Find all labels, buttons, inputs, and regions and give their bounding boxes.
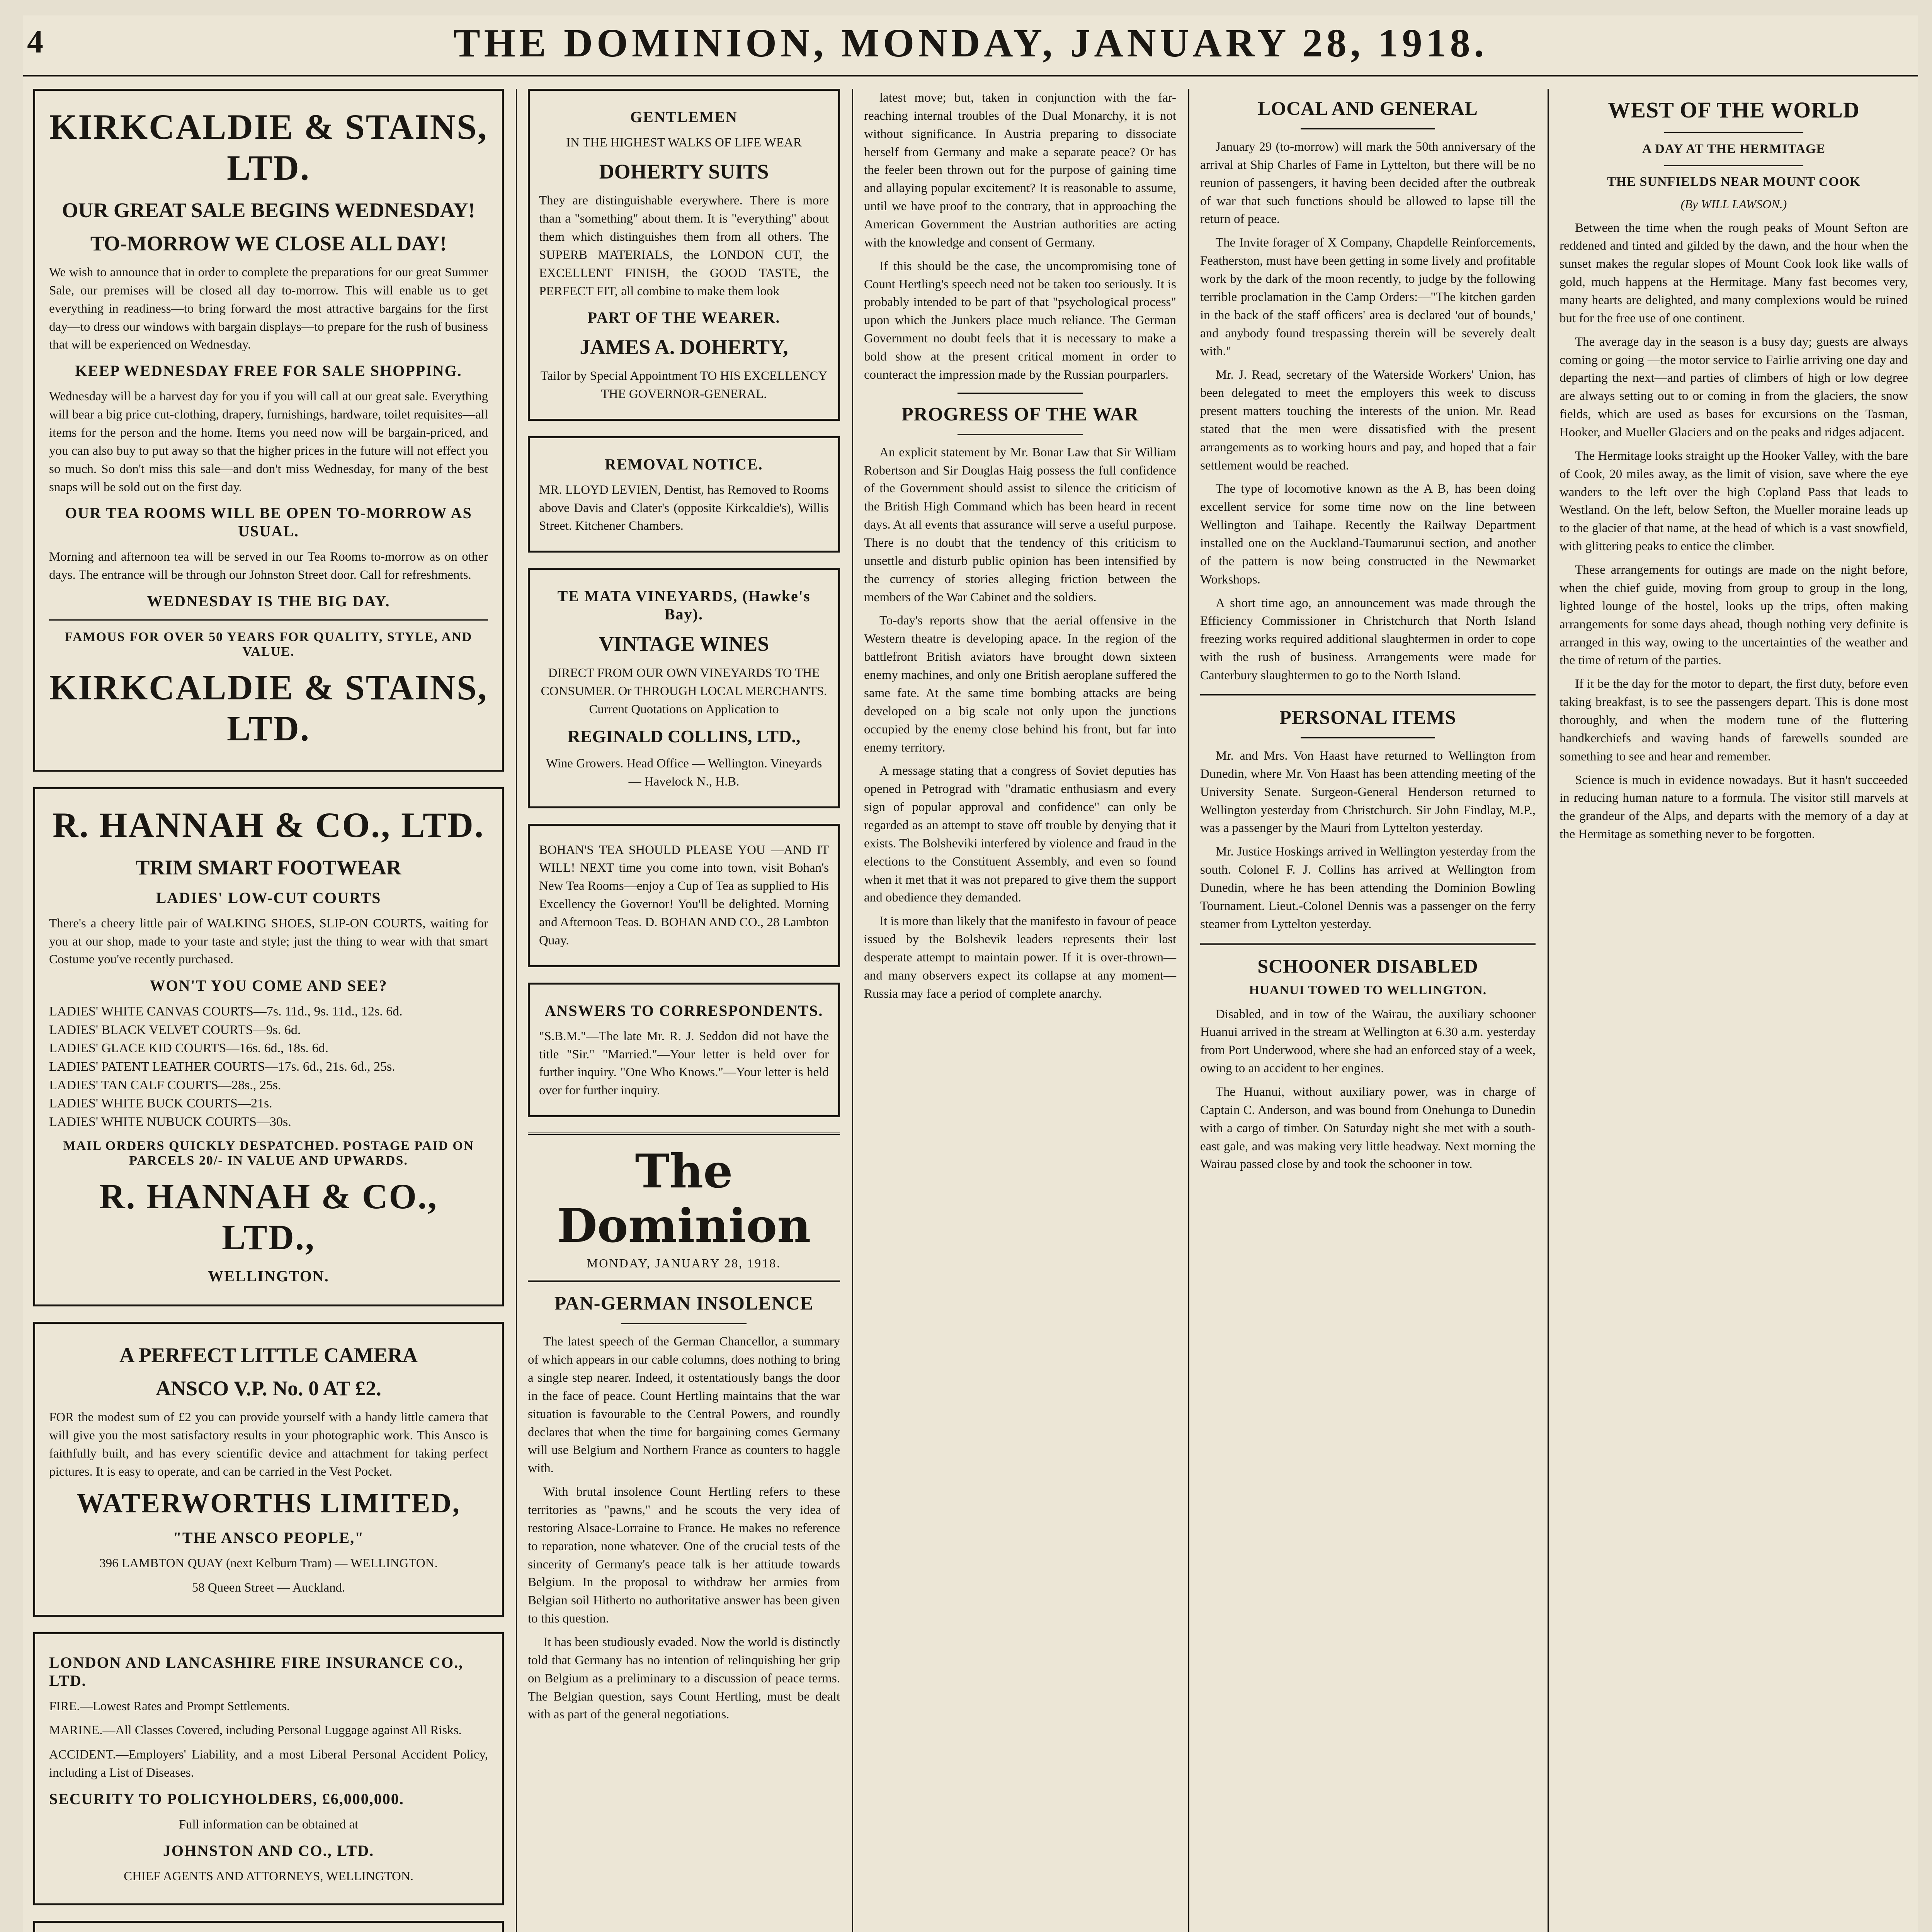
advert-subhead: KEEP WEDNESDAY FREE FOR SALE SHOPPING.: [75, 362, 462, 380]
advert-headline: REGINALD COLLINS, LTD.,: [567, 726, 801, 747]
vintage-advert: [528, 568, 840, 808]
column-rule: [1188, 89, 1189, 1932]
advert-subhead: LONDON AND LANCASHIRE FIRE INSURANCE CO., LTD.: [49, 1653, 464, 1689]
advert-subhead: GENTLEMEN: [630, 108, 738, 126]
removal-notice: [528, 436, 840, 553]
paper-nameplate: The Dominion: [557, 1144, 811, 1253]
divider: [957, 434, 1082, 435]
divider: [528, 1280, 840, 1282]
column-editorial: [854, 89, 1186, 1932]
price-item: LADIES' WHITE CANVAS COURTS—7s. 11d., 9s. 11d., 12s. 6d.: [49, 1004, 403, 1019]
feature-paragraph: The average day in the season is a busy day; guests are always coming or going —the motor service to Fairlie arriving one day and departing the next—and parties of climbers of high or low degree are always setting out to or coming in from the glaciers, the snow fields, which are used as bases for excursions on the Tasman, Hooker, and Mueller Glaciers and on the peaks and ridges adjacent.: [1560, 335, 1908, 440]
advert-subhead: OUR TEA ROOMS WILL BE OPEN TO-MORROW AS USUAL.: [65, 504, 472, 540]
mail-orders-note: MAIL ORDERS QUICKLY DESPATCHED. POSTAGE PAID ON PARCELS 20/- IN VALUE AND UPWARDS.: [63, 1139, 474, 1168]
sale-headline: OUR GREAT SALE BEGINS WEDNESDAY!: [62, 199, 475, 222]
editorial-paragraph: If this should be the case, the uncompromising tone of Count Hertling's speech need not be taken too seriously. It is probably intended to be part of that "psychological process" upon which the Junkers place much reliance. The German Government no doubt feels that it is necessary to make a bold show at the present critical moment in order to counteract the impression made by the Russian pourparlers.: [864, 259, 1176, 382]
advert-subhead: "THE ANSCO PEOPLE,": [173, 1529, 364, 1546]
advert-text: CHIEF AGENTS AND ATTORNEYS, WELLINGTON.: [124, 1869, 413, 1883]
advert-text: We wish to announce that in order to complete the preparations for our great Summer Sale, our premises will be closed all day to-morrow. This will enable us to get everything in readiness—to bring forward the most attractive bargains for the first day—to dress our windows with bargain displays—to prepare for the rush of business that will be experienced on Wednesday.: [49, 265, 488, 352]
editorial-paragraph: It is more than likely that the manifesto in favour of peace issued by the Bolshevik leaders represents their last desperate attempt to maintain power. If it is over-thrown—and many observers expect its collapse at any moment—Russia may face a period of complete anarchy.: [864, 914, 1176, 1001]
masthead-title: THE DOMINION, MONDAY, JANUARY 28, 1918.: [453, 21, 1488, 65]
divider: [621, 1323, 746, 1324]
column-local-news: [1190, 89, 1546, 1932]
war-headline: PROGRESS OF THE WAR: [901, 403, 1139, 425]
advert-text: DIRECT FROM OUR OWN VINEYARDS TO THE CONSUMER. Or THROUGH LOCAL MERCHANTS. Current Quotations on Application to: [541, 666, 827, 716]
divider: [1301, 128, 1435, 129]
divider: [49, 619, 488, 621]
advert-address: 396 LAMBTON QUAY (next Kelburn Tram) — WELLINGTON.: [99, 1556, 438, 1570]
editorial-paragraph: With brutal insolence Count Hertling refers to these territories as "pawns," and he scouts the very idea of restoring Alsace-Lorraine to France. He makes no reference to reparation, none whatever. One of the crucial tests of the sincerity of Germany's peace talk is her attitude towards Belgium. In the proposal to withdraw her armies from Belgian soil Hitherto no authoritative answer has been given to this question.: [528, 1485, 840, 1626]
camera-advert: [33, 1322, 504, 1616]
advert-text: MARINE.—All Classes Covered, including Personal Luggage against All Risks.: [49, 1723, 462, 1738]
masthead: [23, 15, 1918, 77]
page-number: 4: [27, 24, 43, 60]
advert-text: Wednesday will be a harvest day for you if you will call at our great sale. Everything will bear a big price cut-clothing, drapery, furnishings, hardware, toilet requisites—all items for the person and the home. Items you need now will be bargain-priced, and you can also buy to put away so that the higher prices in the future will not effect you so much. So don't miss this sale—and don't miss Wednesday, for many of the best snaps will be sold out on the first day.: [49, 389, 488, 494]
insurance-advert: [33, 1632, 504, 1905]
personal-headline: PERSONAL ITEMS: [1279, 706, 1456, 728]
advert-subhead: ANSWERS TO CORRESPONDENTS.: [544, 1002, 823, 1019]
column-rule: [516, 89, 517, 1932]
advert-text: Wine Growers. Head Office — Wellington. Vineyards — Havelock N., H.B.: [546, 756, 822, 789]
closed-headline: TO-MORROW WE CLOSE ALL DAY!: [90, 231, 447, 255]
price-item: LADIES' TAN CALF COURTS—28s., 25s.: [49, 1078, 281, 1092]
news-paragraph: The Huanui, without auxiliary power, was in charge of Captain C. Anderson, and was bound from Onehunga to Dunedin with a cargo of timber. On Saturday night she met with a south-east gale, and was making very little headway. Next morning the Wairau passed close by and took the schooner in tow.: [1200, 1085, 1536, 1172]
hannah-brand: R. HANNAH & CO., LTD.,: [99, 1177, 438, 1257]
editorial-paragraph: The latest speech of the German Chancellor, a summary of which appears in our cable columns, does nothing to bring a single step nearer. Indeed, it ostentatiously bangs the door in the face of peace. Count Hertling maintains that the war situation is favourable to the Central Powers, and roundly declares that when the time for bargaining comes Germany will use Belgium and Northern France as counters to haggle with.: [528, 1335, 840, 1476]
advert-text: FOR the modest sum of £2 you can provide yourself with a handy little camera that will give you the most satisfactory results in your photographic work. This Ansco is faithfully built, and has every scientific device and attachment for taking perfect pictures. It is easy to operate, and can be carried in the Vest Pocket.: [49, 1410, 488, 1479]
advert-headline: VINTAGE WINES: [599, 632, 769, 656]
advert-subhead: TE MATA VINEYARDS, (Hawke's Bay).: [557, 587, 811, 623]
column-advertisements-2: [518, 89, 850, 1932]
news-paragraph: January 29 (to-morrow) will mark the 50th anniversary of the arrival at Ship Charles of Fame in Lyttelton, but there will be no reunion of passengers, it having been decided after the outbreak of war that such functions should be allowed to lapse till the return of peace.: [1200, 140, 1536, 226]
news-paragraph: Mr. J. Read, secretary of the Waterside Workers' Union, has been delegated to meet the employers this week to discuss present matters touching the interests of the union. Mr. Read stated that the men were dissatisfied with the present arrangements as to working hours and pay, and hoped that a fair settlement would be reached.: [1200, 368, 1536, 473]
divider: [957, 393, 1082, 394]
hannah-brand: R. HANNAH & CO., LTD.: [53, 805, 485, 845]
advert-text: IN THE HIGHEST WALKS OF LIFE WEAR: [566, 136, 802, 150]
advert-text: They are distinguishable everywhere. There is more than a "something" about them. It is "everything" about them which distinguishes them from all others. The SUPERB MATERIALS, the LONDON CUT, the EXCELLENT FINISH, the GOOD TASTE, the PERFECT FIT, all combine to make them look: [539, 194, 829, 298]
advert-text: FIRE.—Lowest Rates and Prompt Settlements.: [49, 1699, 290, 1713]
kirkcaldie-brand: KIRKCALDIE & STAINS, LTD.: [49, 668, 488, 748]
hannah-advert: [33, 787, 504, 1306]
newspaper-page: [23, 15, 1918, 1932]
price-item: LADIES' WHITE BUCK COURTS—21s.: [49, 1096, 272, 1111]
news-paragraph: Mr. and Mrs. Von Haast have returned to Wellington from Dunedin, where Mr. Von Haast has been attending meeting of the University Senate. Surgeon-General Henderson returned to Wellington yesterday from Christchurch. Sir John Findlay, M.P., was a passenger by the Mauri from Lyttelton yesterday.: [1200, 748, 1536, 835]
schooner-headline: SCHOONER DISABLED: [1257, 955, 1478, 977]
feature-paragraph: These arrangements for outings are made on the night before, when the chief guide, moving from group to group in the long, lighted lounge of the hostel, looks up the trips, often making arrangements for some days ahead, though nothing very definite is arranged in this way, owing to the uncertainties of the weather and the time of return of the parties.: [1560, 563, 1908, 668]
advert-text: Full information can be obtained at: [179, 1818, 359, 1832]
news-paragraph: The type of locomotive known as the A B, has been doing excellent service for some time now on the line between Wellington and Taihape. Recently the Railway Department installed one on the Auckland-Taumarunui section, and another of the pattern is now being constructed in the Newmarket Workshops.: [1200, 482, 1536, 587]
feature-paragraph: Between the time when the rough peaks of Mount Sefton are reddened and tinted and gilded by the dawn, and the hour when the sunset makes the regular slopes of Mount Cook look like walls of gold, much happens at the Hermitage. Many fast becomes very, many hearts are delighted, and many complexions would be ruined but for the free use of one continent.: [1560, 221, 1908, 325]
price-item: LADIES' GLACE KID COURTS—16s. 6d., 18s. 6d.: [49, 1041, 328, 1056]
divider: [1664, 132, 1804, 133]
news-paragraph: The Invite forager of X Company, Chapdelle Reinforcements, Featherston, must have been getting in some lively and profitable work by the dark of the moon recently, to judge by the following terrible proclamation in the Camp Orders:—"The kitchen garden in the back of the staff officers' area is declared 'out of bounds,' and anybody found trespassing therein will be severely dealt with.": [1200, 236, 1536, 359]
feature-paragraph: The Hermitage looks straight up the Hooker Valley, with the bare of Cook, 20 miles away, as the limit of vision, save where the eye wanders to the left over the high Copland Pass that leads to Westland. On the left, below Sefton, the Mueller moraine leads up to the glacier of that name, at the head of which is a vast snowfield, with glittering peaks to entice the climber.: [1560, 449, 1908, 554]
advert-text: "S.B.M."—The late Mr. R. J. Seddon did not have the title "Sir." "Married."—Your letter is held over for further inquiry. "One Who Knows."—Your letter is held over for further inquiry.: [539, 1029, 829, 1098]
advert-address: 58 Queen Street — Auckland.: [192, 1580, 345, 1595]
advert-subhead: WEDNESDAY IS THE BIG DAY.: [147, 592, 390, 610]
divider: [1664, 165, 1804, 166]
advert-headline: TRIM SMART FOOTWEAR: [136, 856, 401, 879]
price-item: LADIES' PATENT LEATHER COURTS—17s. 6d., 21s. 6d., 25s.: [49, 1060, 395, 1074]
feature-byline: (By WILL LAWSON.): [1680, 197, 1787, 211]
advert-place: WELLINGTON.: [208, 1267, 329, 1285]
advert-tagline: FAMOUS FOR OVER 50 YEARS FOR QUALITY, STYLE, AND VALUE.: [65, 630, 473, 659]
feature-subhead: A DAY AT THE HERMITAGE: [1642, 141, 1826, 156]
column-rule: [852, 89, 853, 1932]
advert-subhead: PART OF THE WEARER.: [587, 308, 781, 326]
editorial-headline: PAN-GERMAN INSOLENCE: [554, 1292, 814, 1314]
advert-headline: A PERFECT LITTLE CAMERA: [119, 1344, 418, 1367]
editorial-paragraph: It has been studiously evaded. Now the world is distinctly told that Germany has no intention of relinquishing her grip on Belgium as a preliminary to a discussion of peace terms. The Belgian question, says Count Hertling, must be dealt with as part of the general negotiations.: [528, 1635, 840, 1722]
editorial-paragraph: A message stating that a congress of Soviet deputies has opened in Petrograd with "dramatic enthusiasm and every sign of popular approval and confidence" can only be regarded as an attempt to stave off trouble by denying that it exists. The Bolsheviki interfered by violence and fraud in the elections to the Constituent Assembly, and even so found when it met that it was not prepared to give them the support and obedience they demanded.: [864, 764, 1176, 905]
advert-text: There's a cheery little pair of WALKING SHOES, SLIP-ON COURTS, waiting for you at our shop, made to your taste and style; just the thing to wear with that smart Costume you've recently purchased.: [49, 916, 488, 967]
feature-headline: WEST OF THE WORLD: [1608, 97, 1860, 122]
column-advertisements-1: [23, 89, 514, 1932]
divider: [1200, 943, 1536, 945]
advert-subhead: WON'T YOU COME AND SEE?: [150, 977, 388, 995]
advert-headline: JAMES A. DOHERTY,: [580, 335, 788, 359]
paper-dateline: MONDAY, JANUARY 28, 1918.: [587, 1256, 781, 1270]
advert-text: Tailor by Special Appointment TO HIS EXCELLENCY THE GOVERNOR-GENERAL.: [540, 369, 828, 401]
advert-text: MR. LLOYD LEVIEN, Dentist, has Removed to Rooms above Davis and Clater's (opposite Kirkcaldie's), Willis Street. Kitchener Chambers.: [539, 483, 829, 533]
divider: [1301, 737, 1435, 738]
advert-subhead: SECURITY TO POLICYHOLDERS, £6,000,000.: [49, 1790, 404, 1808]
editorial-paragraph: To-day's reports show that the aerial offensive in the Western theatre is developing apace. In the region of the battlefront British aviators have brought down sixteen enemy machines, and only one British aeroplane suffered the same fate. At the same time bombing attacks are being developed on a big scale not only upon the junctions occupied by the enemy close behind his front, but far into enemy territory.: [864, 614, 1176, 755]
schooner-subhead: HUANUI TOWED TO WELLINGTON.: [1249, 983, 1487, 997]
advert-headline: ANSCO V.P. No. 0 AT £2.: [156, 1376, 381, 1400]
column-rule: [1548, 89, 1549, 1932]
price-item: LADIES' WHITE NUBUCK COURTS—30s.: [49, 1114, 291, 1129]
divider: [528, 1133, 840, 1135]
feature-paragraph: If it be the day for the motor to depart, the first duty, before even taking breakfast, is to see the passengers depart. This is done most thoroughly, and when the modern tune of the fluttering handkerchiefs and waving hands of farewells sounded are something to see and hear and remember.: [1560, 677, 1908, 764]
divider: [1200, 694, 1536, 696]
kirkcaldie-brand: KIRKCALDIE & STAINS, LTD.: [49, 107, 488, 187]
waterworths-brand: WATERWORTHS LIMITED,: [77, 1487, 461, 1519]
news-paragraph: Mr. Justice Hoskings arrived in Wellington yesterday from the south. Colonel F. J. Collins has arrived at Wellington from Dunedin, where he has been attending the Dominion Bowling Tournament. Lieut.-Colonel Dennis was a passenger on the ferry steamer from Lyttelton yesterday.: [1200, 845, 1536, 931]
waste-advert: [33, 1921, 504, 1932]
local-headline: LOCAL AND GENERAL: [1258, 97, 1478, 119]
feature-subhead: THE SUNFIELDS NEAR MOUNT COOK: [1607, 174, 1861, 189]
editorial-paragraph: latest move; but, taken in conjunction with the far-reaching internal troubles of the Dual Monarchy, it is not without significance. In Austria preparing to dissociate herself from Germany and make a separate peace? Or has the feeler been thrown out for the purpose of gaining time and allaying popular excitement? It is reasonable to assume, until we have proof to the contrary, that in approaching the American Government the Austrian authorities are acting with the knowledge and consent of Germany.: [864, 91, 1176, 250]
editorial-paragraph: An explicit statement by Mr. Bonar Law that Sir William Robertson and Sir Douglas Haig possess the full confidence of the Government should assist to silence the criticism of the British High Command which has been heard in recent days. At all events that assurance will serve a useful purpose. There is no doubt that the tendency of this criticism to unsettle and disturb public opinion has been intensified by the currency of stories alleging friction between the members of the War Cabinet and the soldiers.: [864, 445, 1176, 604]
kirkcaldie-advert: [33, 89, 504, 772]
advert-text: ACCIDENT.—Employers' Liability, and a most Liberal Personal Accident Policy, including a List of Diseases.: [49, 1748, 488, 1780]
column-feature: [1549, 89, 1918, 1932]
advert-subhead: LADIES' LOW-CUT COURTS: [156, 889, 381, 906]
advert-headline: DOHERTY SUITS: [599, 160, 769, 183]
advert-text: Morning and afternoon tea will be served in our Tea Rooms to-morrow as on other days. The entrance will be through our Johnston Street door. Call for refreshments.: [49, 550, 488, 582]
answers-box: [528, 983, 840, 1117]
doherty-advert: [528, 89, 840, 421]
price-item: LADIES' BLACK VELVET COURTS—9s. 6d.: [49, 1022, 301, 1037]
advert-text: BOHAN'S TEA SHOULD PLEASE YOU —AND IT WILL! NEXT time you come into town, visit Bohan's New Tea Rooms—enjoy a Cup of Tea as supplied to His Excellency the Governor! You'll be delighted. Morning and Afternoon Teas. D. BOHAN AND CO., 28 Lambton Quay.: [539, 843, 829, 947]
advert-subhead: JOHNSTON AND CO., LTD.: [163, 1842, 374, 1859]
advert-subhead: REMOVAL NOTICE.: [605, 455, 763, 473]
news-paragraph: Disabled, and in tow of the Wairau, the auxiliary schooner Huanui arrived in the stream at Wellington at 6.30 a.m. yesterday from Port Underwood, where she had an enforced stay of a week, owing to an accident to her engines.: [1200, 1007, 1536, 1076]
feature-paragraph: Science is much in evidence nowadays. But it hasn't succeeded in reducing human nature to a formula. The visitor still marvels at the grandeur of the Alps, and departs with the memory of a day at the Hermitage as something never to be forgotten.: [1560, 773, 1908, 842]
news-paragraph: A short time ago, an announcement was made through the Efficiency Commissioner in Christchurch that North Island freezing works required additional slaughtermen in order to cope with the rush of business. Arrangements were made for Canterbury slaughtermen to go to the North Island.: [1200, 596, 1536, 683]
bohans-advert: [528, 824, 840, 967]
